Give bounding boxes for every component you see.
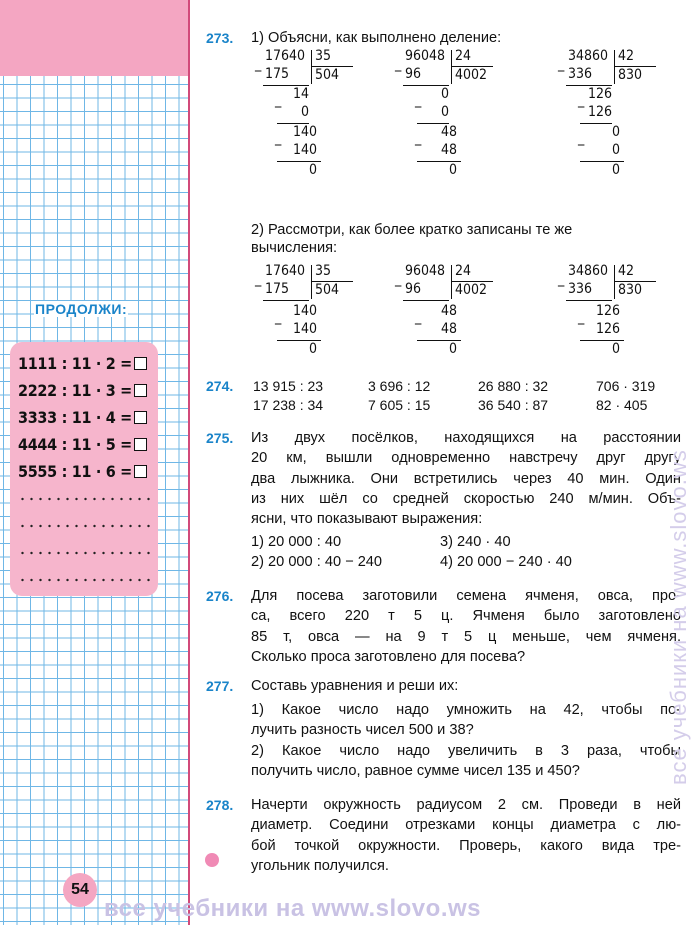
expression: 4) 20 000 − 240 · 40	[440, 554, 572, 570]
long-division	[253, 48, 393, 218]
divisor: 35	[315, 48, 332, 64]
remainder: 140	[292, 303, 317, 319]
division-bar	[614, 265, 615, 299]
division-bar	[614, 50, 615, 84]
subtrahend: 48	[440, 321, 457, 337]
exercise-text: Для посева заготовили семена ячменя, овса, про- са, всего 220 т 5 ц. Ячменя было заготовлено 85 т, овса — на 9 т 5 ц меньше, чем ячменя. Сколько проса заготовлено для посева?	[251, 588, 681, 665]
minus-sign: _	[558, 56, 565, 72]
watermark-bottom: все учебники на www.slovo.ws	[104, 895, 481, 922]
subtrahend: 96	[405, 66, 422, 82]
minus-sign: _	[275, 130, 282, 146]
minus-sign: _	[558, 271, 565, 287]
card-expression: 2222 : 11 · 3 =	[18, 381, 132, 400]
continue-card	[10, 342, 158, 596]
exercise-number: 275.	[206, 430, 234, 446]
long-division	[393, 48, 533, 218]
answer-box	[134, 411, 147, 424]
exercise-number: 273.	[206, 30, 234, 46]
expression: 36 540 : 87	[478, 397, 549, 413]
division-bar	[451, 50, 452, 84]
expression: 26 880 : 32	[478, 378, 549, 394]
remainder: 126	[587, 86, 612, 102]
exercise-text: Составь уравнения и реши их:	[251, 678, 459, 694]
expression: 17 238 : 34	[253, 397, 324, 413]
remainder: 140	[292, 124, 317, 140]
minus-sign: _	[255, 271, 262, 287]
section-bullet	[205, 853, 219, 867]
divisor: 24	[455, 263, 472, 279]
exercise-text: Начерти окружность радиусом 2 см. Проведи в ней диаметр. Соедини отрезками концы диаметра с лю- бой точкой окружности. Проверь, какого вида тре- угольник получился.	[251, 797, 681, 874]
subtrahend: 126	[595, 321, 620, 337]
subtrahend: 175	[265, 281, 290, 297]
card-expression: 1111 : 11 · 2 =	[18, 354, 132, 373]
page-number: 54	[63, 873, 97, 907]
card-row	[18, 435, 147, 454]
minus-sign: _	[395, 56, 402, 72]
minus-sign: _	[415, 309, 422, 325]
dividend: 34860	[568, 263, 609, 279]
dividend: 17640	[265, 263, 306, 279]
subtrahend: 140	[292, 142, 317, 158]
quotient: 4002	[455, 282, 488, 298]
quotient: 830	[618, 282, 643, 298]
dotted-line	[18, 551, 154, 555]
remainder: 0	[448, 341, 457, 357]
division-bar	[311, 50, 312, 84]
remainder: 48	[440, 303, 457, 319]
minus-sign: _	[395, 271, 402, 287]
quotient: 4002	[455, 67, 488, 83]
long-division	[556, 48, 696, 218]
card-row	[18, 354, 147, 373]
exercise-text: 1) Объясни, как выполнено деление:	[251, 30, 502, 46]
subtraction-line	[403, 300, 449, 301]
exercise-text: 1) Какое число надо умножить на 42, чтобы по- лучить разность чисел 500 и 38? 2) Какое число надо увеличить в 3 раза, чтобы получить число, равное сумме чисел 135 и 450?	[251, 702, 681, 779]
expression: 706 · 319	[596, 378, 656, 394]
dividend: 34860	[568, 48, 609, 64]
subtrahend: 0	[300, 104, 309, 120]
minus-sign: _	[578, 130, 585, 146]
exercise-number: 278.	[206, 797, 234, 813]
minus-sign: _	[275, 309, 282, 325]
dotted-line	[18, 497, 154, 501]
minus-sign: _	[275, 92, 282, 108]
minus-sign: _	[415, 130, 422, 146]
subtrahend: 336	[568, 66, 593, 82]
subtrahend: 175	[265, 66, 290, 82]
answer-box	[134, 384, 147, 397]
card-row	[18, 462, 147, 481]
card-row	[18, 381, 147, 400]
expression: 3) 240 · 40	[440, 534, 511, 550]
dividend: 17640	[265, 48, 306, 64]
exercise-number: 277.	[206, 678, 234, 694]
exercise-number: 276.	[206, 588, 234, 604]
minus-sign: _	[578, 309, 585, 325]
remainder: 0	[611, 162, 620, 178]
subtraction-line	[566, 300, 612, 301]
quotient: 504	[315, 67, 340, 83]
expression: 1) 20 000 : 40	[251, 534, 342, 550]
subtrahend: 336	[568, 281, 593, 297]
subtraction-line	[263, 300, 309, 301]
answer-box	[134, 438, 147, 451]
subtrahend: 0	[440, 104, 449, 120]
card-row	[18, 408, 147, 427]
divisor: 42	[618, 48, 635, 64]
remainder: 14	[292, 86, 309, 102]
dotted-line	[18, 524, 154, 528]
card-expression: 3333 : 11 · 4 =	[18, 408, 132, 427]
dividend: 96048	[405, 263, 446, 279]
subtrahend: 48	[440, 142, 457, 158]
divisor: 42	[618, 263, 635, 279]
remainder: 0	[611, 124, 620, 140]
subtrahend: 140	[292, 321, 317, 337]
minus-sign: _	[578, 92, 585, 108]
remainder: 0	[308, 341, 317, 357]
exercise-number: 274.	[206, 378, 234, 394]
dotted-line	[18, 578, 154, 582]
subtrahend: 0	[611, 142, 620, 158]
subtrahend: 126	[587, 104, 612, 120]
minus-sign: _	[255, 56, 262, 72]
divisor: 35	[315, 263, 332, 279]
minus-sign: _	[415, 92, 422, 108]
expression: 3 696 : 12	[368, 378, 431, 394]
watermark-side: все учебники на www.slovo.ws	[666, 449, 691, 785]
remainder: 0	[611, 341, 620, 357]
division-bar	[451, 265, 452, 299]
exercise-text: 2) Рассмотри, как более кратко записаны те же	[251, 222, 573, 238]
card-expression: 5555 : 11 · 6 =	[18, 462, 132, 481]
answer-box	[134, 465, 147, 478]
subtraction-line	[580, 123, 612, 124]
card-expression: 4444 : 11 · 5 =	[18, 435, 132, 454]
remainder: 48	[440, 124, 457, 140]
remainder: 0	[308, 162, 317, 178]
expression: 13 915 : 23	[253, 378, 324, 394]
remainder: 126	[595, 303, 620, 319]
divisor: 24	[455, 48, 472, 64]
quotient: 830	[618, 67, 643, 83]
remainder: 0	[440, 86, 449, 102]
exercise-text: вычисления:	[251, 240, 338, 256]
continue-title: ПРОДОЛЖИ:	[35, 301, 128, 317]
exercise-text: Из двух посёлков, находящихся на расстоянии 20 км, вышли одновременно навстречу друг другу два лыжника. Они встретились через 40 мин. Один из них шёл со средней скоростью 240 м/мин. Объ- ясни, что показывают выражения:	[251, 430, 681, 528]
expression: 7 605 : 15	[368, 397, 431, 413]
pink-header-band	[0, 0, 188, 76]
answer-box	[134, 357, 147, 370]
expression: 2) 20 000 : 40 − 240	[251, 554, 383, 570]
remainder: 0	[448, 162, 457, 178]
expression: 82 · 405	[596, 397, 648, 413]
quotient: 504	[315, 282, 340, 298]
subtrahend: 96	[405, 281, 422, 297]
dividend: 96048	[405, 48, 446, 64]
division-bar	[311, 265, 312, 299]
